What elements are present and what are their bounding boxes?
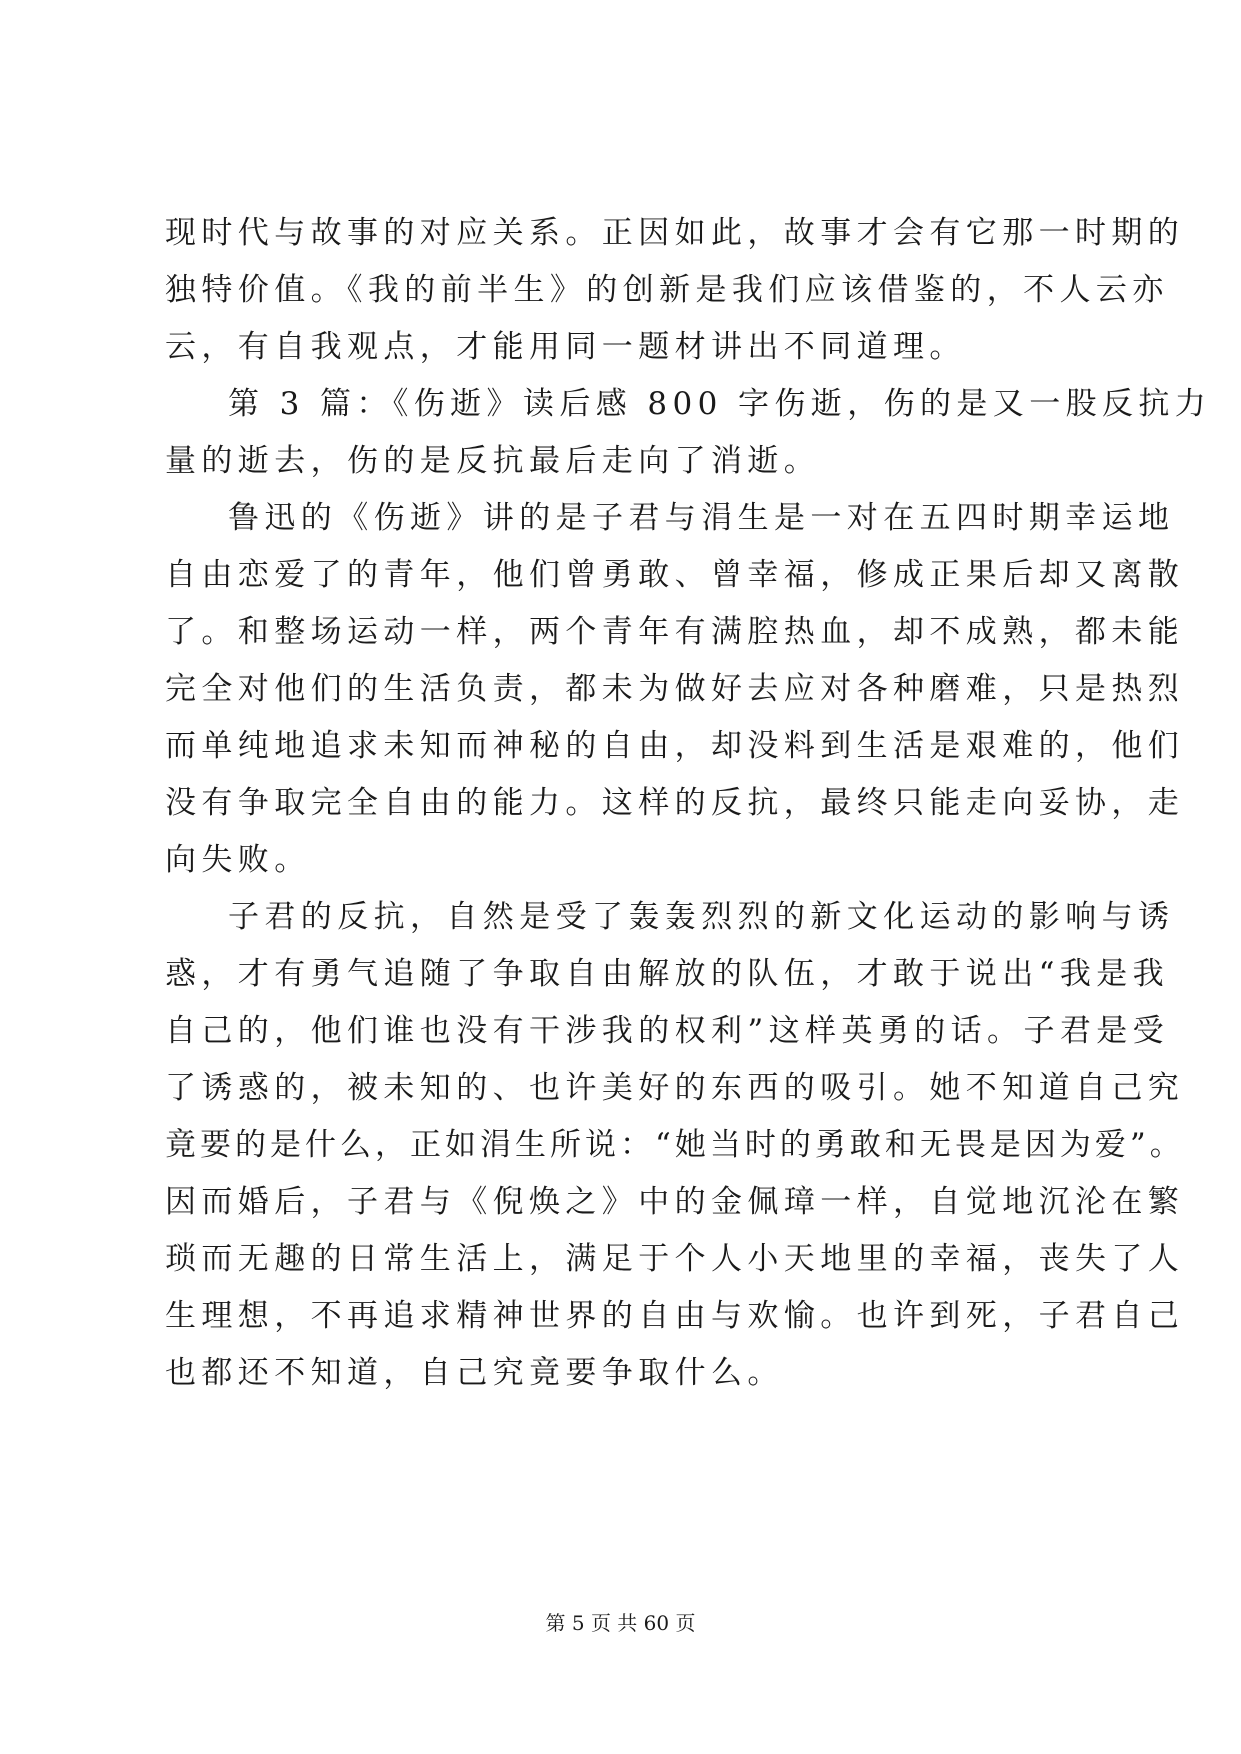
paragraph-line: 完全对他们的生活负责，都未为做好去应对各种磨难，只是热烈 bbox=[165, 671, 1185, 707]
paragraph-line: 了。和整场运动一样，两个青年有满腔热血，却不成熟，都未能 bbox=[165, 614, 1185, 650]
paragraph-line: 鲁迅的《伤逝》讲的是子君与涓生是一对在五四时期幸运地 bbox=[228, 500, 1175, 536]
page-number-footer: 第 5 页 共 60 页 bbox=[545, 1611, 696, 1635]
paragraph-line: 独特价值。《我的前半生》的创新是我们应该借鉴的，不人云亦 bbox=[165, 272, 1169, 308]
paragraph-line: 竟要的是什么，正如涓生所说：“她当时的勇敢和无畏是因为爱”。 bbox=[165, 1127, 1185, 1163]
paragraph-line: 自己的，他们谁也没有干涉我的权利”这样英勇的话。子君是受 bbox=[165, 1013, 1170, 1049]
paragraph-line: 也都还不知道，自己究竟要争取什么。 bbox=[165, 1355, 784, 1391]
paragraph-line: 现时代与故事的对应关系。正因如此，故事才会有它那一时期的 bbox=[165, 215, 1185, 251]
paragraph-line: 云，有自我观点，才能用同一题材讲出不同道理。 bbox=[165, 329, 966, 365]
paragraph-line: 第 3 篇：《伤逝》读后感 800 字伤逝，伤的是又一股反抗力 bbox=[228, 386, 1212, 422]
paragraph-line: 了诱惑的，被未知的、也许美好的东西的吸引。她不知道自己究 bbox=[165, 1070, 1185, 1106]
paragraph-line: 琐而无趣的日常生活上，满足于个人小天地里的幸福，丧失了人 bbox=[165, 1241, 1185, 1277]
paragraph-line: 子君的反抗，自然是受了轰轰烈烈的新文化运动的影响与诱 bbox=[228, 899, 1175, 935]
paragraph-line: 向失败。 bbox=[165, 842, 311, 878]
paragraph-line: 而单纯地追求未知而神秘的自由，却没料到生活是艰难的，他们 bbox=[165, 728, 1185, 764]
paragraph-line: 没有争取完全自由的能力。这样的反抗，最终只能走向妥协，走 bbox=[165, 785, 1185, 821]
paragraph-line: 因而婚后，子君与《倪焕之》中的金佩璋一样，自觉地沉沦在繁 bbox=[165, 1184, 1185, 1220]
paragraph-line: 生理想，不再追求精神世界的自由与欢愉。也许到死，子君自己 bbox=[165, 1298, 1185, 1334]
paragraph-line: 量的逝去，伤的是反抗最后走向了消逝。 bbox=[165, 443, 821, 479]
paragraph-line: 惑，才有勇气追随了争取自由解放的队伍，才敢于说出“我是我 bbox=[165, 956, 1170, 992]
paragraph-line: 自由恋爱了的青年，他们曾勇敢、曾幸福，修成正果后却又离散 bbox=[165, 557, 1185, 593]
